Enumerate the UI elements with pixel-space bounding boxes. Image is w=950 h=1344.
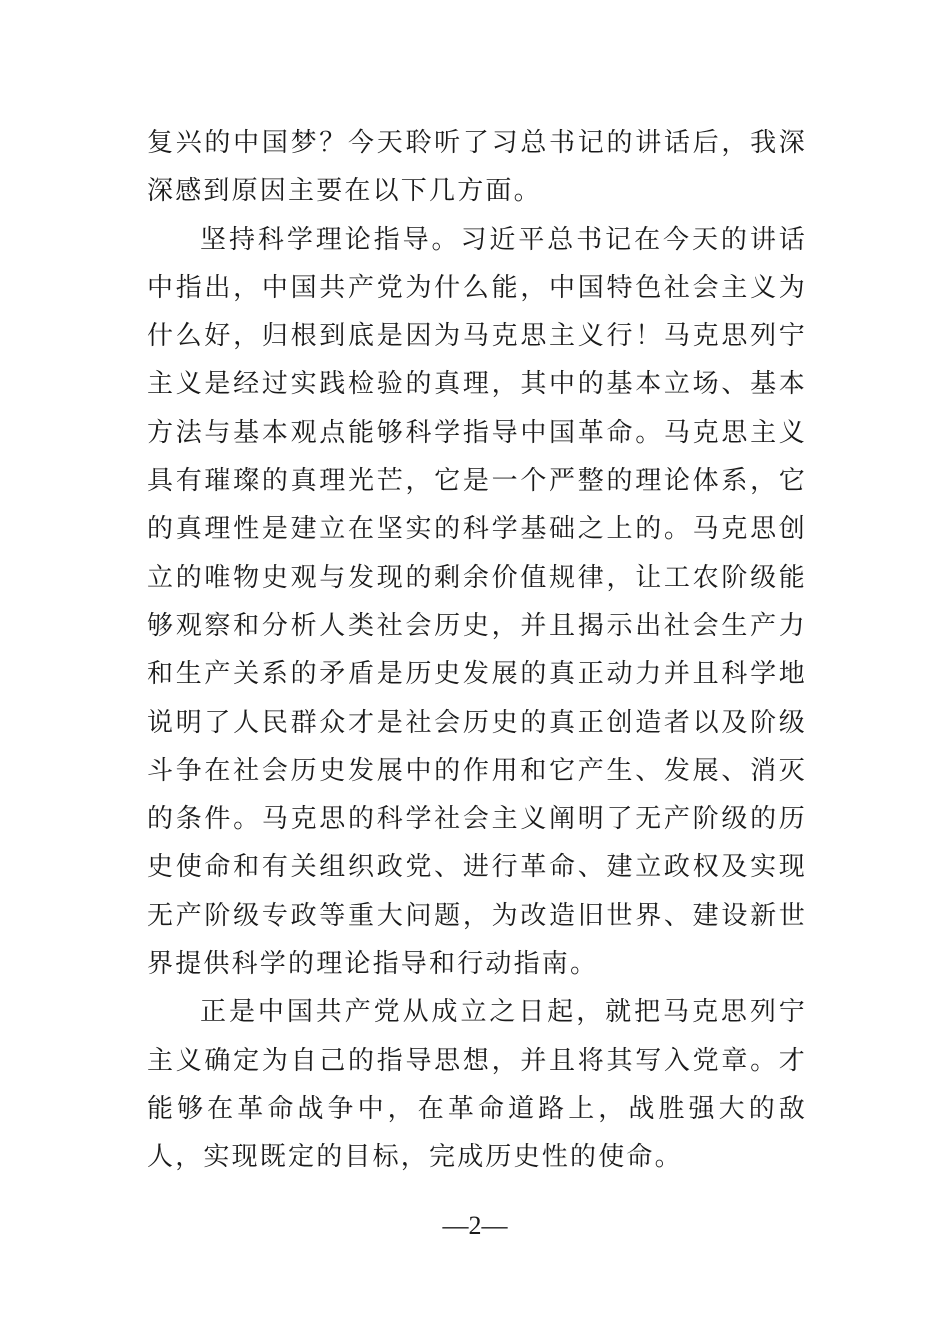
paragraph-continuation: 复兴的中国梦？今天聆听了习总书记的讲话后，我深深感到原因主要在以下几方面。 [147,128,807,207]
paragraph-theory-guidance: 坚持科学理论指导。习近平总书记在今天的讲话中指出，中国共产党为什么能，中国特色社会主义为什么好，归根到底是因为马克思主义行！马克思列宁主义是经过实践检验的真理，其中的基本立场、基本方法与基本观点能够科学指导中国革命。马克思主义具有璀璨的真理光芒，它是一个严整的理论体系，它的真理性是建立在坚实的科学基础之上的。马克思创立的唯物史观与发现的剩余价值规律，让工农阶级能够观察和分析人类社会历史，并且揭示出社会生产力和生产关系的矛盾是历史发展的真正动力并且科学地说明了人民群众才是社会历史的真正创造者以及阶级斗争在社会历史发展中的作用和它产生、发展、消灭的条件。马克思的科学社会主义阐明了无产阶级的历史使命和有关组织政党、进行革命、建立政权及实现无产阶级专政等重大问题，为改造旧世界、建设新世界提供科学的理论指导和行动指南。 [147,224,807,980]
page-number: —2— [442,1211,508,1240]
document-body [147,119,807,1182]
paragraph-party-founding: 正是中国共产党从成立之日起，就把马克思列宁主义确定为自己的指导思想，并且将其写入党章。才能够在革命战争中，在革命道路上，战胜强大的敌人，实现既定的目标，完成历史性的使命。 [147,997,807,1173]
